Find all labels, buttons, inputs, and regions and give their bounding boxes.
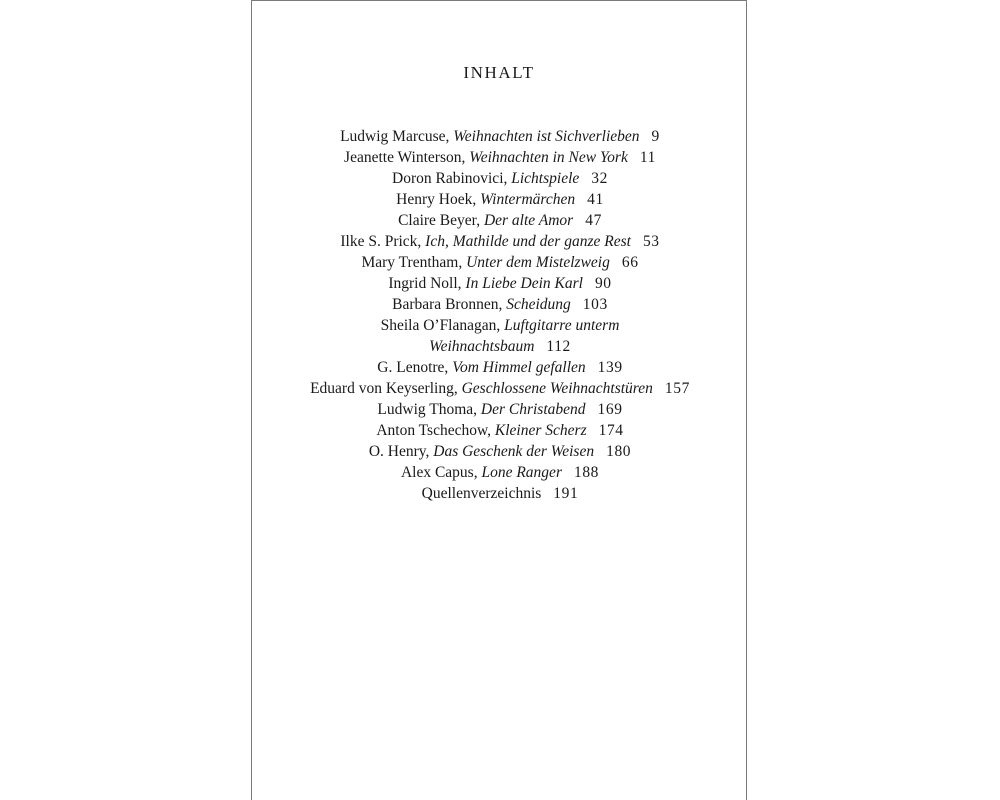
toc-page-number: 47 [585, 212, 602, 229]
toc-author: Ludwig Marcuse, [340, 128, 450, 145]
toc-author: Barbara Bronnen, [392, 296, 503, 313]
toc-entry [192, 294, 808, 315]
toc-author: Anton Tschechow, [376, 422, 492, 439]
toc-author: Eduard von Keyserling, [310, 380, 458, 397]
toc-author: G. Lenotre, [377, 359, 449, 376]
toc-entry [192, 126, 808, 147]
toc-entry [192, 420, 808, 441]
toc-author: Ilke S. Prick, [340, 233, 422, 250]
toc-page-number: 103 [582, 296, 608, 313]
toc-work-title: Vom Himmel gefallen [452, 359, 586, 376]
table-of-contents [192, 126, 808, 504]
toc-author: Mary Trentham, [361, 254, 463, 271]
toc-work-title: Weihnachten in New York [469, 149, 628, 166]
toc-author: Ingrid Noll, [388, 275, 462, 292]
toc-work-title: Kleiner Scherz [494, 422, 587, 439]
toc-page-number: 188 [573, 464, 600, 481]
toc-work-title: Lichtspiele [511, 170, 580, 187]
toc-author: O. Henry, [368, 443, 430, 460]
toc-page-number: 9 [651, 128, 660, 145]
toc-author: Doron Rabinovici, [392, 170, 508, 187]
toc-page-number: 112 [546, 338, 571, 355]
toc-entry [192, 273, 808, 294]
toc-work-title: In Liebe Dein Karl [465, 275, 583, 292]
toc-work-title: Der Christabend [480, 401, 586, 418]
toc-author: Ludwig Thoma, [377, 401, 478, 418]
toc-entry [192, 189, 808, 210]
toc-entry [192, 231, 808, 252]
toc-entry [192, 399, 808, 420]
toc-work-title: Der alte Amor [483, 212, 574, 229]
toc-work-title: Geschlossene Weihnachtstüren [461, 380, 653, 397]
toc-page-number: 169 [597, 401, 623, 418]
toc-author: Alex Capus, [400, 464, 478, 481]
toc-work-title: Scheidung [506, 296, 571, 313]
toc-author: Claire Beyer, [398, 212, 481, 229]
toc-entry [192, 147, 808, 168]
toc-entry [192, 357, 808, 378]
page-title: INHALT [463, 63, 535, 82]
toc-page-number: 174 [598, 422, 624, 439]
toc-author: Quellenverzeichnis [421, 485, 542, 502]
toc-page-number: 139 [597, 359, 623, 376]
toc-page-number: 11 [639, 149, 656, 166]
toc-page-number: 66 [621, 254, 639, 271]
toc-entry [192, 378, 808, 399]
toc-work-title: Wintermärchen [480, 191, 576, 208]
toc-entry [192, 210, 808, 231]
toc-entry [192, 483, 808, 504]
toc-work-title: Weihnachten ist Sichverlieben [453, 128, 640, 145]
toc-entry [192, 168, 808, 189]
toc-page-number: 90 [594, 275, 612, 292]
toc-page-number: 53 [642, 233, 660, 250]
toc-work-title: Luftgitarre unterm [504, 317, 620, 334]
toc-work-title: Ich, Mathilde und der ganze Rest [425, 233, 631, 250]
toc-entry [192, 336, 808, 357]
toc-page-number: 157 [664, 380, 690, 397]
toc-page-number: 191 [553, 485, 579, 502]
toc-work-title: Weihnachtsbaum [429, 338, 535, 355]
toc-entry [192, 462, 808, 483]
book-page [251, 0, 747, 800]
toc-work-title: Das Geschenk der Weisen [433, 443, 595, 460]
toc-work-title: Lone Ranger [481, 464, 562, 481]
toc-entry [192, 315, 808, 336]
toc-entry [192, 441, 808, 462]
toc-work-title: Unter dem Mistelzweig [466, 254, 610, 271]
toc-page-number: 180 [606, 443, 632, 460]
toc-entry [192, 252, 808, 273]
toc-page-number: 41 [587, 191, 604, 208]
toc-author: Jeanette Winterson, [344, 149, 466, 166]
toc-author: Henry Hoek, [396, 191, 477, 208]
toc-page-number: 32 [591, 170, 608, 187]
toc-author: Sheila O’Flanagan, [380, 317, 501, 334]
